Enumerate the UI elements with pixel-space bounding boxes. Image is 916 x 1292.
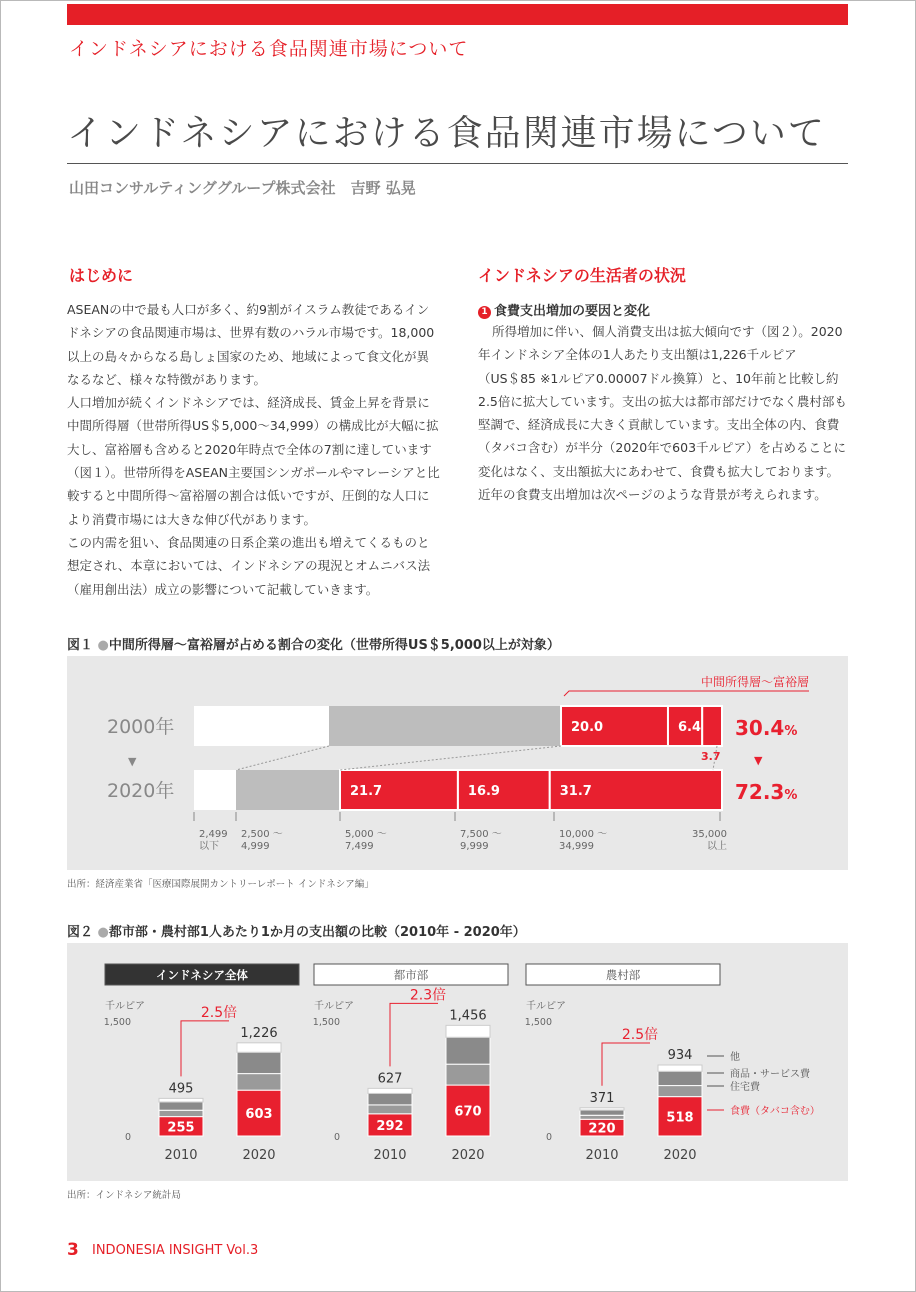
- bar-segment-goods: [658, 1071, 702, 1085]
- fig2-title-text: 都市部・農村部1人あたり1か月の支出額の比較（2010年 - 2020年）: [108, 925, 526, 940]
- axis-tick-label: 0: [124, 1132, 131, 1143]
- fig1-title: [67, 634, 560, 653]
- intro-paragraph: 人口増加が続くインドネシアでは、経済成長、賃金上昇を背景に中間所得層（世帯所得US＄5,000〜34,999）の構成比が大幅に拡大し、富裕層も含めると2020年時点で全体の7割に達しています（図１）。世帯所得をASEAN主要国シンガポールやマレーシアと比較すると中間所得〜富裕層の割合は低いですが、圧倒的な人口により消費市場には大きな伸び代があります。: [67, 395, 440, 527]
- ratio-bracket: [390, 1003, 438, 1066]
- legend-label: 他: [730, 1052, 740, 1063]
- publication-name: INDONESIA INSIGHT Vol.3: [92, 1243, 259, 1258]
- axis-tick-label: 10,000 〜: [559, 829, 608, 840]
- axis-unit-label: 千ルピア: [105, 1001, 145, 1012]
- axis-tick-label: 4,999: [241, 841, 270, 852]
- bar-segment-mid-low: [329, 706, 561, 746]
- legend-label: 住宅費: [730, 1082, 760, 1093]
- bar-data-label: 603: [245, 1107, 273, 1123]
- bullet-dot-icon: ●: [97, 925, 109, 940]
- category-label: 2020: [663, 1148, 697, 1163]
- bar-segment-other: [446, 1025, 490, 1037]
- bar-segment-goods: [237, 1052, 281, 1073]
- axis-tick-label: 2,500 〜: [241, 829, 283, 840]
- page-number: 3: [67, 1240, 79, 1260]
- down-arrow-icon: ▼: [754, 754, 763, 767]
- category-label: 2020: [242, 1148, 276, 1163]
- category-label: 2010: [373, 1148, 407, 1163]
- bar-data-label: 20.0: [571, 720, 604, 735]
- axis-tick-label: 以上: [707, 841, 727, 852]
- axis-tick-label: 5,000 〜: [345, 829, 387, 840]
- bar-segment-housing: [368, 1105, 412, 1114]
- bullet-dot-icon: ●: [97, 638, 109, 653]
- bracket-line: [564, 691, 809, 696]
- bar-total-label: 1,456: [449, 1008, 487, 1024]
- bar-total-label: 934: [667, 1048, 693, 1064]
- bar-data-label: 6.4: [677, 720, 702, 735]
- category-label: 2000年: [107, 716, 175, 738]
- bar-segment-low: [194, 770, 236, 810]
- consumers-paragraph: 所得増加に伴い、個人消費支出は拡大傾向です（図２）。2020年インドネシア全体の1人あたり支出額は1,226千ルピア（US＄85 ※1ルピア0.00007ドル換算）と、10年前と比較し約2.5倍に拡大しています。支出の拡大は都市部だけでなく農村部も堅調で、経済成長に大きく貢献しています。支出全体の内、食費（タバコ含む）が半分（2020年で603千ルピア）を占めることに変化はなく、支出額拡大にあわせて、食費も拡大しております。近年の食費支出増加は次ページのような背景が考えられます。: [478, 324, 847, 503]
- running-title: インドネシアにおける食品関連市場について: [69, 38, 469, 60]
- axis-tick-label: 7,500 〜: [460, 829, 502, 840]
- total-percent: 72.3%: [735, 780, 798, 804]
- intro-heading: はじめに: [69, 266, 134, 285]
- bar-segment-target: [702, 706, 722, 746]
- axis-tick-label: 1,500: [103, 1017, 131, 1028]
- bar-segment-other: [159, 1098, 203, 1102]
- consumers-body: [478, 320, 850, 506]
- bar-total-label: 495: [168, 1081, 194, 1097]
- down-arrow-icon: ▼: [128, 755, 137, 768]
- bar-data-label: 31.7: [559, 784, 592, 799]
- bar-data-label: 670: [454, 1104, 482, 1120]
- axis-unit-label: 千ルピア: [314, 1001, 354, 1012]
- bar-data-label: 21.7: [350, 784, 383, 799]
- bar-segment-mid-low: [236, 770, 340, 810]
- category-label: 2010: [164, 1148, 198, 1163]
- panel-tab-label: 都市部: [393, 968, 429, 982]
- bar-total-label: 1,226: [240, 1025, 278, 1041]
- number-badge: 1: [478, 306, 491, 319]
- category-label: 2010: [585, 1148, 619, 1163]
- bar-segment-low: [194, 706, 329, 746]
- bar-segment-other: [580, 1108, 624, 1110]
- category-label: 2020年: [107, 780, 175, 802]
- bar-segment-other: [658, 1065, 702, 1071]
- bar-segment-other: [237, 1043, 281, 1052]
- fig2-chart: [67, 943, 848, 1181]
- consumers-subheading: [478, 300, 650, 319]
- axis-tick-label: 34,999: [559, 841, 594, 852]
- bar-segment-goods: [580, 1110, 624, 1115]
- article-author: 山田コンサルティンググループ株式会社 吉野 弘晃: [69, 179, 416, 197]
- panel-tab-label: インドネシア全体: [156, 968, 248, 982]
- bar-segment-housing: [658, 1086, 702, 1097]
- intro-body: [67, 298, 441, 601]
- legend-label: 商品・サービス費: [730, 1069, 810, 1080]
- bar-segment-housing: [580, 1115, 624, 1119]
- bar-data-label: 3.7: [701, 750, 721, 763]
- fig2-number: 図２: [67, 925, 94, 940]
- bar-segment-other: [368, 1088, 412, 1093]
- bar-data-label: 220: [588, 1121, 616, 1137]
- fig2-panel: [67, 943, 848, 1181]
- axis-unit-label: 千ルピア: [526, 1001, 566, 1012]
- axis-tick-label: 0: [333, 1132, 340, 1143]
- axis-tick-label: 2,499: [199, 829, 228, 840]
- bar-data-label: 292: [376, 1118, 404, 1134]
- ratio-label: 2.5倍: [621, 1027, 659, 1044]
- title-divider: [67, 163, 848, 164]
- bar-segment-goods: [446, 1037, 490, 1064]
- axis-tick-label: 以下: [199, 841, 219, 852]
- fig1-number: 図１: [67, 638, 94, 653]
- bar-segment-housing: [159, 1110, 203, 1116]
- axis-tick-label: 7,499: [345, 841, 374, 852]
- consumers-heading: インドネシアの生活者の状況: [478, 266, 686, 285]
- intro-paragraph: ASEANの中で最も人口が多く、約9割がイスラム教徒であるインドネシアの食品関連市場は、世界有数のハラル市場です。18,000以上の島々からなる島しょ国家のため、地域によって食文化が異なるなど、様々な特徴があります。: [67, 302, 435, 387]
- connector-line: [340, 746, 561, 770]
- axis-tick-label: 1,500: [524, 1017, 552, 1028]
- panel-tab-label: 農村部: [605, 968, 641, 982]
- fig1-source: 出所：経済産業省「医療国際展開カントリーレポート インドネシア編」: [67, 879, 374, 890]
- axis-tick-label: 35,000: [692, 829, 727, 840]
- ratio-bracket: [181, 1021, 229, 1077]
- bar-segment-housing: [446, 1064, 490, 1085]
- fig1-panel: [67, 656, 848, 870]
- axis-tick-label: 1,500: [312, 1017, 340, 1028]
- ratio-label: 2.5倍: [200, 1004, 238, 1021]
- fig1-chart: [67, 656, 848, 870]
- axis-tick-label: 9,999: [460, 841, 489, 852]
- ratio-label: 2.3倍: [409, 987, 447, 1004]
- axis-tick-label: 0: [545, 1132, 552, 1143]
- fig1-title-text: 中間所得層〜富裕層が占める割合の変化（世帯所得US＄5,000以上が対象）: [108, 638, 560, 653]
- bracket-label: 中間所得層〜富裕層: [700, 675, 809, 689]
- article-title: インドネシアにおける食品関連市場について: [67, 113, 826, 154]
- bar-total-label: 371: [589, 1090, 615, 1106]
- category-label: 2020: [451, 1148, 485, 1163]
- bar-data-label: 518: [666, 1110, 694, 1126]
- bar-total-label: 627: [377, 1071, 403, 1087]
- total-percent: 30.4%: [735, 716, 798, 740]
- bar-segment-goods: [368, 1093, 412, 1104]
- connector-line: [236, 746, 329, 770]
- intro-paragraph: この内需を狙い、食品関連の日系企業の進出も増えてくるものと想定され、本章においては、インドネシアの現況とオムニバス法（雇用創出法）成立の影響について記載していきます。: [67, 534, 431, 597]
- ratio-bracket: [602, 1043, 650, 1086]
- bar-data-label: 16.9: [467, 784, 500, 799]
- fig2-source: 出所：インドネシア統計局: [67, 1190, 181, 1201]
- bar-data-label: 255: [167, 1120, 195, 1136]
- legend-label: 食費（タバコ含む）: [730, 1106, 820, 1117]
- header-bar: [67, 4, 848, 25]
- bar-segment-goods: [159, 1102, 203, 1110]
- fig2-title: [67, 921, 526, 940]
- subheading-text: 食費支出増加の要因と変化: [494, 304, 651, 319]
- bar-segment-housing: [237, 1074, 281, 1091]
